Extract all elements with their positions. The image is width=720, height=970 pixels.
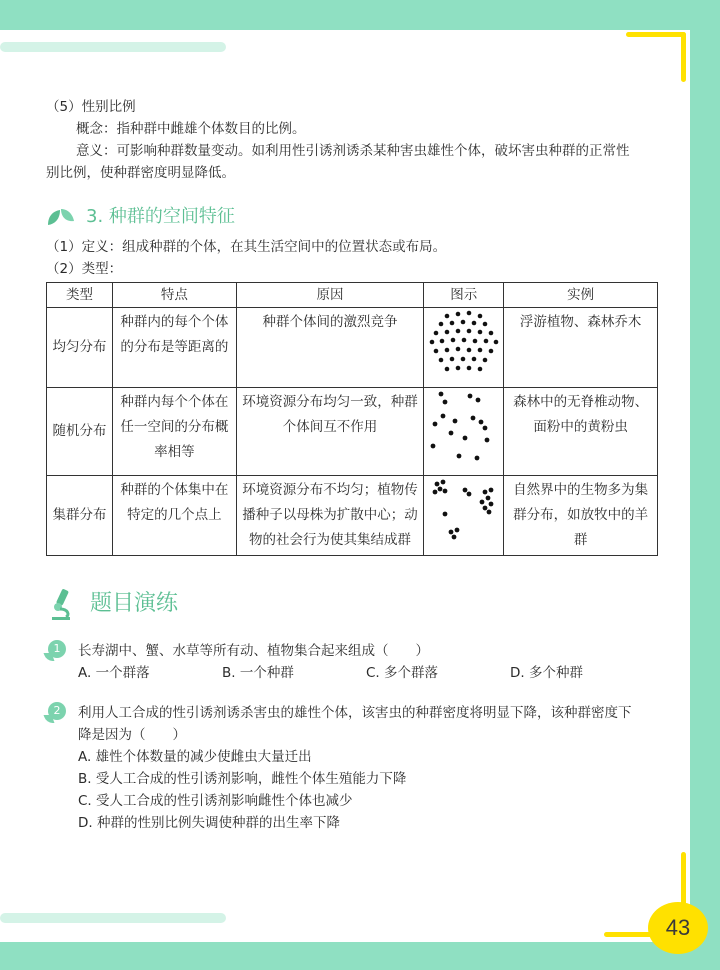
top-right-corner-accent <box>626 32 686 37</box>
bottom-deco-bar <box>0 913 226 923</box>
sex-ratio-heading: （5）性别比例 <box>46 99 136 115</box>
option-c[interactable]: C. 多个群落 <box>366 665 439 681</box>
sex-ratio-meaning-line1: 意义：可影响种群数量变动。如利用性引诱剂诱杀某种害虫雄性个体，破坏害虫种群的正常性 <box>76 143 630 159</box>
option-b[interactable]: B. 一个种群 <box>222 665 294 681</box>
top-right-corner-accent-vertical <box>681 32 686 82</box>
question-1 <box>46 640 666 684</box>
spatial-section-title <box>46 202 666 232</box>
main-content <box>46 96 666 834</box>
distribution-types-table <box>46 282 658 556</box>
random-dots-icon <box>425 388 503 466</box>
spatial-definition: （1）定义：组成种群的个体，在其生活空间中的位置状态或布局。 <box>46 239 447 255</box>
spatial-title-text: 3. 种群的空间特征 <box>86 206 235 227</box>
row-reason: 种群个体间的激烈竞争 <box>236 308 424 388</box>
row-reason: 环境资源分布不均匀；植物传播种子以母株为扩散中心；动物的社会行为使其集结成群 <box>236 476 424 556</box>
leaf-icon <box>46 207 76 227</box>
random-distribution-diagram <box>424 388 504 476</box>
row-type: 随机分布 <box>47 388 113 476</box>
spatial-types-label: （2）类型： <box>46 261 123 277</box>
option-c[interactable]: C. 受人工合成的性引诱剂影响雌性个体也减少 <box>78 793 353 809</box>
option-d[interactable]: D. 多个种群 <box>510 665 583 681</box>
table-row <box>47 308 658 388</box>
clumped-distribution-diagram <box>424 476 504 556</box>
clumped-dots-icon <box>425 476 503 546</box>
option-d[interactable]: D. 种群的性别比例失调使种群的出生率下降 <box>78 815 340 831</box>
row-reason: 环境资源分布均匀一致，种群个体间互不作用 <box>236 388 424 476</box>
row-type: 集群分布 <box>47 476 113 556</box>
option-b[interactable]: B. 受人工合成的性引诱剂影响，雌性个体生殖能力下降 <box>78 771 407 787</box>
practice-section-title <box>46 584 666 624</box>
question-number-badge: 2 <box>48 702 66 720</box>
uniform-dots-icon <box>425 308 503 378</box>
row-type: 均匀分布 <box>47 308 113 388</box>
question-2 <box>46 702 666 834</box>
row-example: 浮游植物、森林乔木 <box>504 308 658 388</box>
option-a[interactable]: A. 雄性个体数量的减少使雌虫大量迁出 <box>78 749 312 765</box>
row-feature: 种群内每个个体在任一空间的分布概率相等 <box>112 388 236 476</box>
table-header: 图示 <box>424 283 504 308</box>
question-stem: 长寿湖中、蟹、水草等所有动、植物集合起来组成（ ） <box>78 643 429 659</box>
question-stem-line2: 降是因为（ ） <box>78 727 186 743</box>
table-header: 实例 <box>504 283 658 308</box>
question-stem-line1: 利用人工合成的性引诱剂诱杀害虫的雄性个体，该害虫的种群密度将明显下降，该种群密度下 <box>78 705 632 721</box>
option-a[interactable]: A. 一个群落 <box>78 665 150 681</box>
table-header: 特点 <box>112 283 236 308</box>
sex-ratio-meaning-line2: 别比例，使种群密度明显降低。 <box>46 165 235 181</box>
question-number-badge: 1 <box>48 640 66 658</box>
microscope-icon <box>46 587 76 621</box>
row-example: 自然界中的生物多为集群分布，如放牧中的羊群 <box>504 476 658 556</box>
table-header-row <box>47 283 658 308</box>
sex-ratio-concept: 概念：指种群中雌雄个体数目的比例。 <box>76 121 306 137</box>
question-options <box>78 662 666 684</box>
table-header: 原因 <box>236 283 424 308</box>
row-feature: 种群内的每个个体的分布是等距离的 <box>112 308 236 388</box>
table-header: 类型 <box>47 283 113 308</box>
row-example: 森林中的无脊椎动物、面粉中的黄粉虫 <box>504 388 658 476</box>
practice-title-text: 题目演练 <box>90 591 179 616</box>
top-deco-bar <box>0 42 226 52</box>
table-row <box>47 476 658 556</box>
uniform-distribution-diagram <box>424 308 504 388</box>
page-number: 43 <box>648 902 708 954</box>
table-row <box>47 388 658 476</box>
row-feature: 种群的个体集中在特定的几个点上 <box>112 476 236 556</box>
